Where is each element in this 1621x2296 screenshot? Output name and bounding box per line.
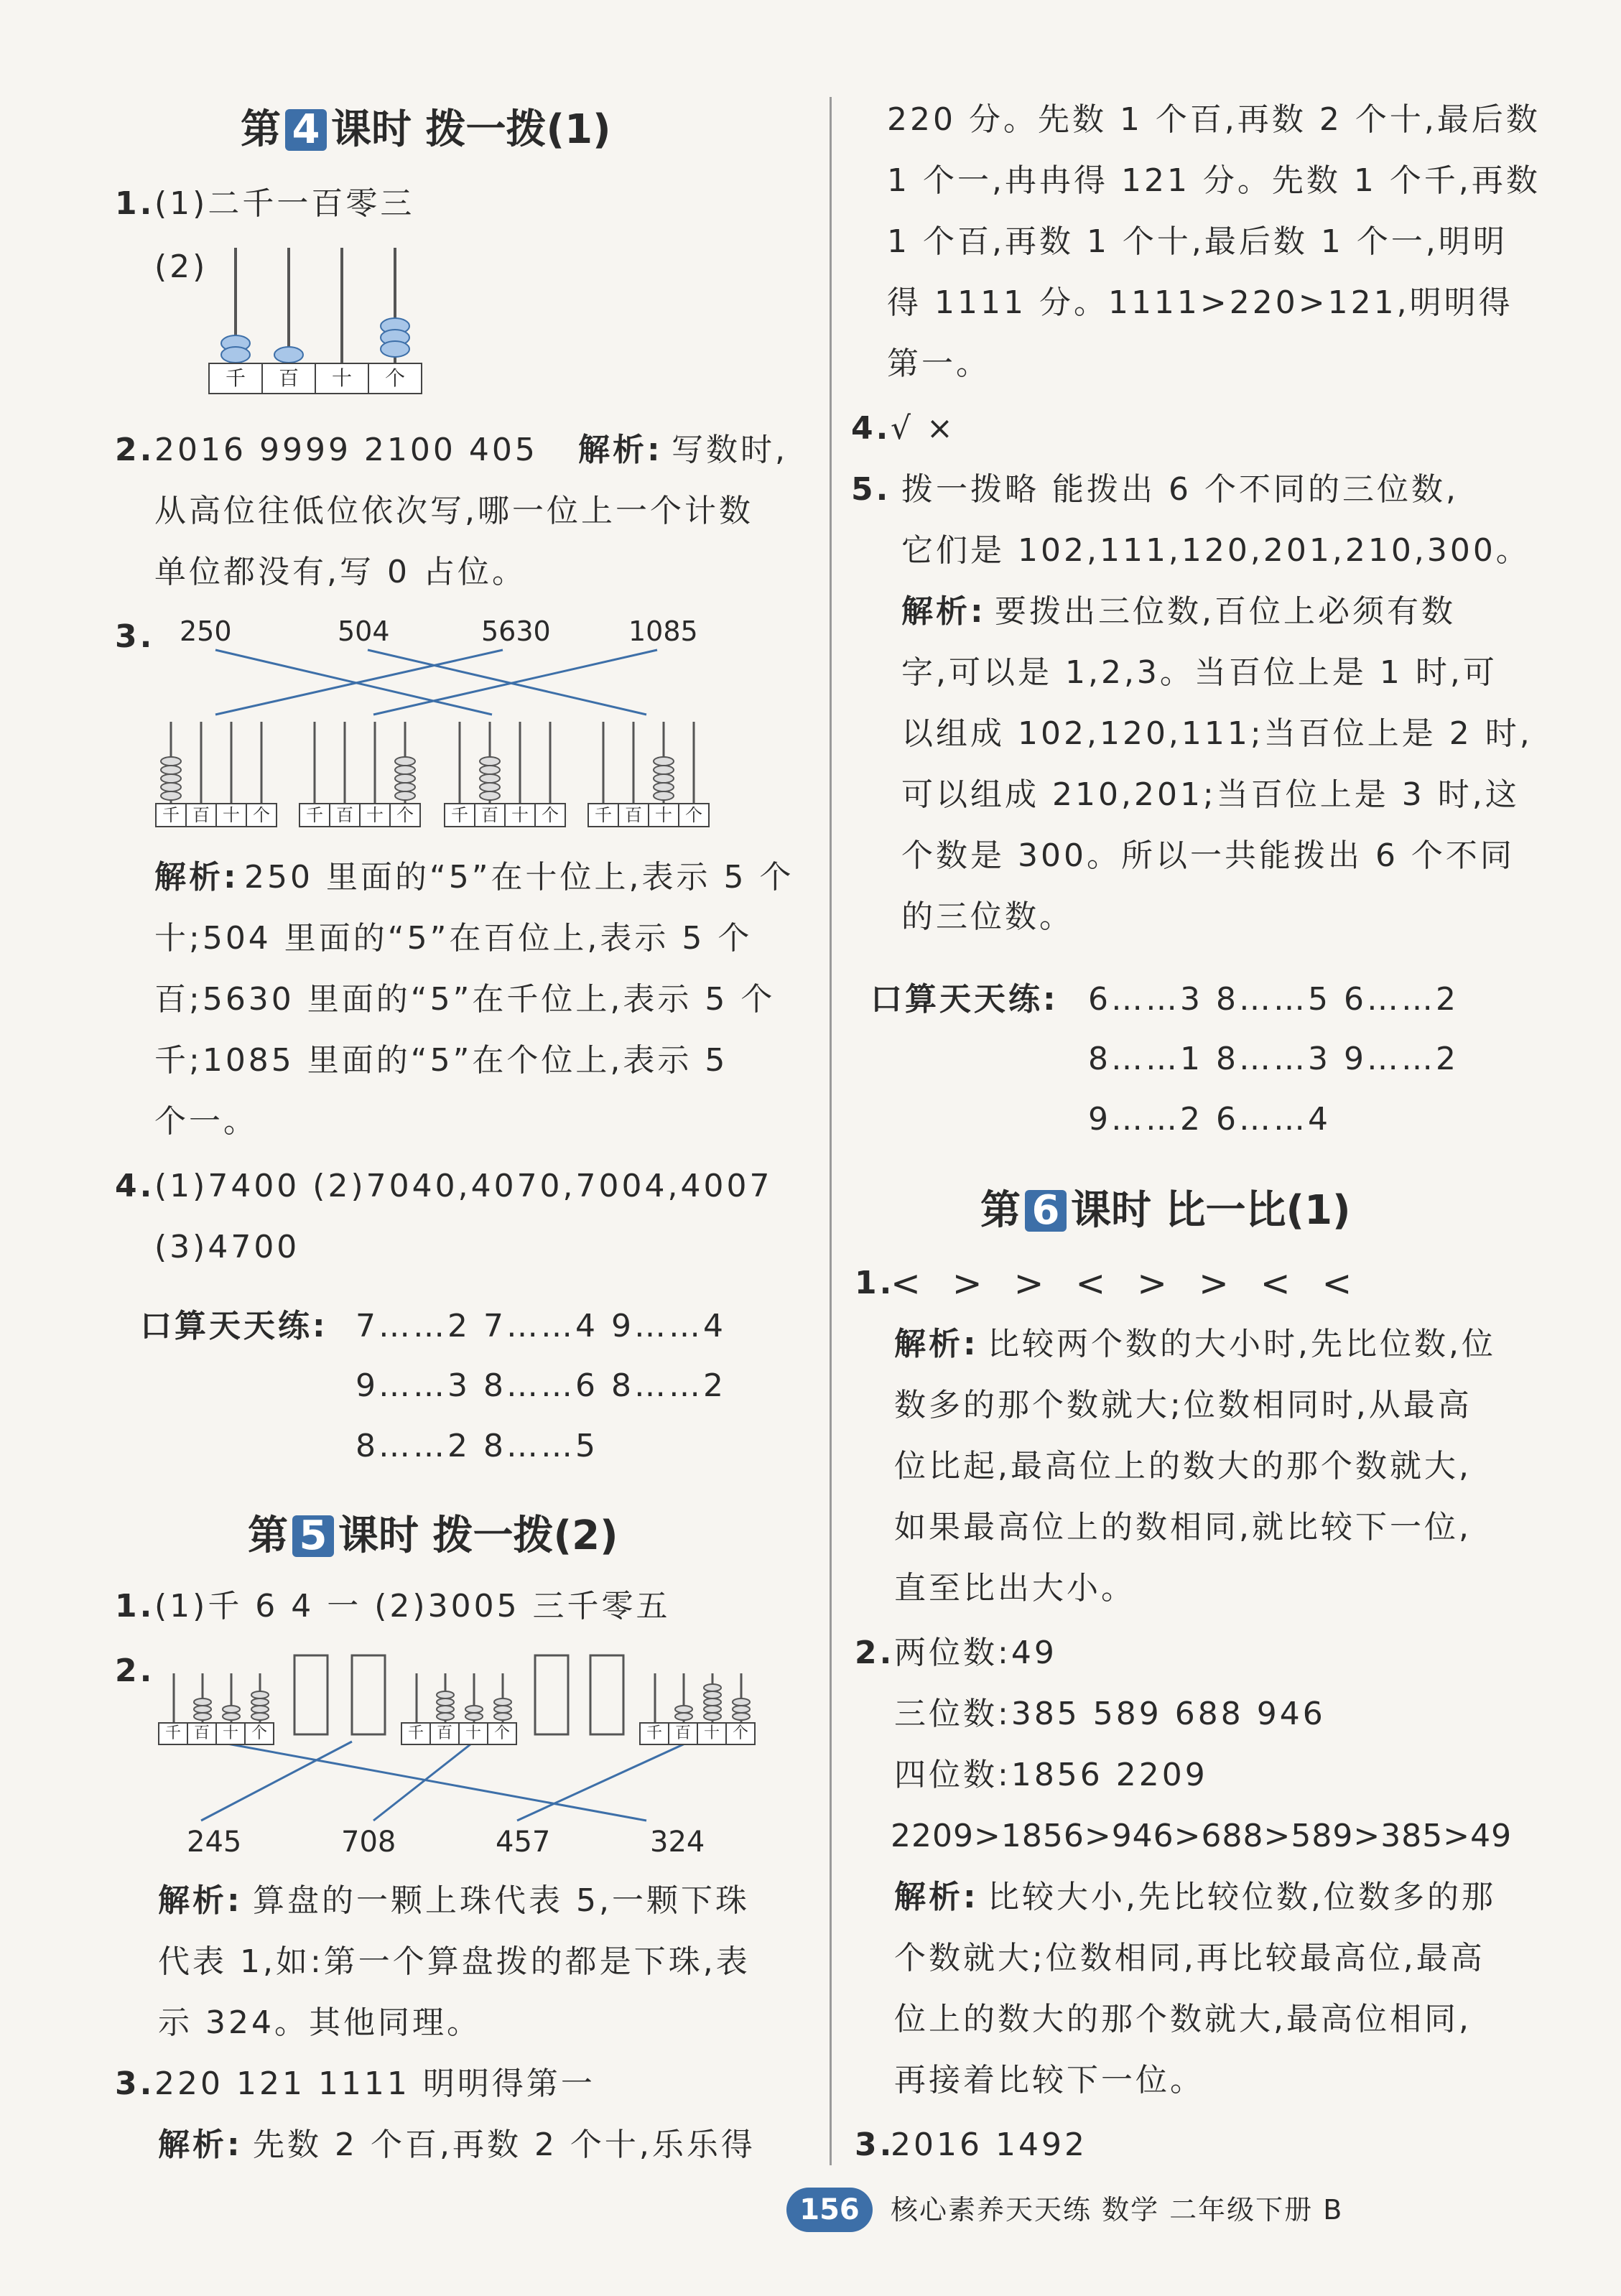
l6-q1-line3: 位比起,最高位上的数大的那个数就大, [894, 1448, 1472, 1484]
q3-num-5630: 5630 [481, 615, 551, 647]
l5-num-245: 245 [187, 1826, 242, 1859]
q2-answer: 2016 9999 2100 405 [154, 432, 538, 468]
q2-analysis-line3: 单位都没有,写 0 占位。 [154, 554, 526, 590]
l5-num-457: 457 [496, 1826, 551, 1859]
l5-q2-analysis-line3: 示 324。其他同理。 [158, 2004, 481, 2041]
oral-row1-right: 6……3 8……5 6……2 [1088, 981, 1459, 1018]
r-q4-number: 4. [851, 410, 891, 447]
q3-analysis-line1: 250 里面的“5”在十位上,表示 5 个 [244, 859, 794, 896]
label-tens: 十 [316, 364, 369, 393]
q3-analysis-line5: 个一。 [154, 1103, 258, 1140]
cont-line4: 得 1111 分。1111>220>121,明明得 [887, 284, 1513, 321]
q3-abacus3-labels: 千 百 十 个 [444, 803, 566, 827]
q4-line2: (3)4700 [154, 1229, 300, 1265]
oral-row3-right: 9……2 6……4 [1088, 1101, 1331, 1138]
l6-q2-line1: 两位数:49 [894, 1635, 1057, 1671]
l6-q2-line6: 个数就大;位数相同,再比较最高位,最高 [894, 1940, 1485, 1976]
lesson5-heading: 第 5 课时 拨一拨(2) [248, 1512, 618, 1559]
lesson4-heading: 第 4 课时 拨一拨(1) [241, 106, 611, 153]
q3-num-1085: 1085 [628, 615, 698, 647]
r-q5-analysis-label: 解析: [901, 593, 986, 630]
q2-analysis-line2: 从高位往低位依次写,哪一位上一个计数 [154, 493, 753, 529]
label-hundreds: 百 [263, 364, 316, 393]
oral-row3-left: 8……2 8……5 [356, 1428, 598, 1464]
q3-analysis-label: 解析: [154, 859, 239, 896]
r-q5-line2: 它们是 102,111,120,201,210,300。 [901, 532, 1531, 569]
q3-num-250: 250 [180, 615, 232, 647]
r-q5-line8: 的三位数。 [901, 898, 1074, 935]
l5-abacus3-labels: 千 百 十 个 [639, 1722, 756, 1745]
q3-analysis-line2: 十;504 里面的“5”在百位上,表示 5 个 [154, 920, 753, 957]
label-ones: 个 [384, 366, 405, 390]
l6-q3-answer: 2016 1492 [891, 2127, 1087, 2163]
oral-row2-left: 9……3 8……6 8……2 [356, 1367, 726, 1404]
l5-q2-analysis-line1: 算盘的一颗上珠代表 5,一颗下珠 [253, 1882, 750, 1919]
q1-number: 1. [115, 185, 155, 222]
l6-q1-number: 1. [855, 1265, 895, 1301]
l5-q2-analysis-line2: 代表 1,如:第一个算盘拨的都是下珠,表 [158, 1943, 751, 1980]
l6-q1-line1: 比较两个数的大小时,先比位数,位 [988, 1326, 1496, 1362]
l6-q2-line5: 比较大小,先比较位数,位数多的那 [988, 1879, 1496, 1915]
q2-analysis-line1: 写数时, [672, 432, 788, 468]
oral-practice-title-right: 口算天天练: [870, 981, 1059, 1018]
l6-q2-line2: 三位数:385 589 688 946 [894, 1696, 1326, 1732]
oral-row1-left: 7……2 7……4 9……4 [356, 1308, 726, 1344]
l6-q1-line2: 数多的那个数就大;位数相同时,从最高 [894, 1387, 1472, 1423]
l6-q2-line7: 位上的数大的那个数就大,最高位相同, [894, 2001, 1472, 2037]
l6-q1-answer: < > > < > > < < [891, 1263, 1362, 1304]
l5-q3-number: 3. [115, 2065, 155, 2102]
cont-line2: 1 个一,冉冉得 121 分。先数 1 个千,再数 [887, 162, 1541, 199]
q1-answer1: (1)二千一百零三 [154, 185, 415, 222]
column-divider [830, 97, 832, 2165]
r-q4-answer: √ × [891, 410, 956, 447]
r-q5-line5: 以组成 102,120,111;当百位上是 2 时, [901, 715, 1533, 752]
l6-q1-line4: 如果最高位上的数相同,就比较下一位, [894, 1509, 1472, 1546]
l5-abacus2-labels: 千 百 十 个 [401, 1722, 517, 1745]
l6-q1-line5: 直至比出大小。 [894, 1570, 1135, 1607]
l5-q2-analysis-label: 解析: [158, 1882, 243, 1919]
l5-num-324: 324 [650, 1826, 705, 1859]
l6-q3-number: 3. [855, 2127, 895, 2163]
oral-row2-right: 8……1 8……3 9……2 [1088, 1041, 1459, 1077]
r-q5-line6: 可以组成 210,201;当百位上是 3 时,这 [901, 776, 1520, 813]
r-q5-line4: 字,可以是 1,2,3。当百位上是 1 时,可 [901, 654, 1497, 691]
l6-q2-analysis-label: 解析: [894, 1879, 979, 1915]
l6-q2-line3: 四位数:1856 2209 [894, 1757, 1208, 1793]
l6-q2-line4: 2209>1856>946>688>589>385>49 [891, 1818, 1513, 1854]
q1-answer2: (2) [154, 248, 208, 285]
page-number: 156 [786, 2188, 873, 2232]
cont-line3: 1 个百,再数 1 个十,最后数 1 个一,明明 [887, 223, 1508, 260]
l6-q2-line8: 再接着比较下一位。 [894, 2062, 1204, 2099]
label-thousands: 千 [210, 364, 263, 393]
l6-q2-number: 2. [855, 1635, 895, 1671]
l5-num-708: 708 [341, 1826, 396, 1859]
q3-abacus4-labels: 千 百 十 个 [587, 803, 710, 827]
q3-number: 3. [115, 618, 155, 655]
cont-line1: 220 分。先数 1 个百,再数 2 个十,最后数 [887, 101, 1541, 138]
q3-abacus2-labels: 千 百 十 个 [299, 803, 421, 827]
q2-number: 2. [115, 432, 155, 468]
q1-place-labels [208, 363, 422, 394]
q3-num-504: 504 [338, 615, 390, 647]
r-q5-line3: 要拨出三位数,百位上必须有数 [995, 593, 1456, 630]
l6-q1-analysis-label: 解析: [894, 1326, 979, 1362]
q3-analysis-line4: 千;1085 里面的“5”在个位上,表示 5 [154, 1042, 728, 1079]
footer-book-title: 核心素养天天练 数学 二年级下册 B [891, 2194, 1344, 2226]
q3-analysis-line3: 百;5630 里面的“5”在千位上,表示 5 个 [154, 981, 776, 1018]
l5-q1-number: 1. [115, 1588, 155, 1625]
r-q5-number: 5. [851, 471, 891, 508]
l5-q3-analysis-label: 解析: [158, 2127, 243, 2163]
cont-line5: 第一。 [887, 345, 990, 382]
lesson6-heading: 第 6 课时 比一比(1) [980, 1187, 1351, 1234]
r-q5-line7: 个数是 300。所以一共能拨出 6 个不同 [901, 837, 1515, 874]
l5-q1-answer: (1)千 6 4 一 (2)3005 三千零五 [154, 1588, 671, 1625]
l5-q2-number: 2. [115, 1653, 155, 1689]
l5-q3-answer: 220 121 1111 明明得第一 [154, 2065, 595, 2102]
r-q5-line1: 拨一拨略 能拨出 6 个不同的三位数, [901, 471, 1459, 508]
q4-number: 4. [115, 1168, 155, 1204]
q4-line1: (1)7400 (2)7040,4070,7004,4007 [154, 1168, 773, 1204]
oral-practice-title-left: 口算天天练: [140, 1308, 328, 1344]
l5-abacus1-labels: 千 百 十 个 [158, 1722, 274, 1745]
q2-analysis-label: 解析: [578, 432, 663, 468]
l5-q3-analysis-line1: 先数 2 个百,再数 2 个十,乐乐得 [253, 2127, 756, 2163]
q3-abacus1-labels: 千 百 十 个 [155, 803, 277, 827]
